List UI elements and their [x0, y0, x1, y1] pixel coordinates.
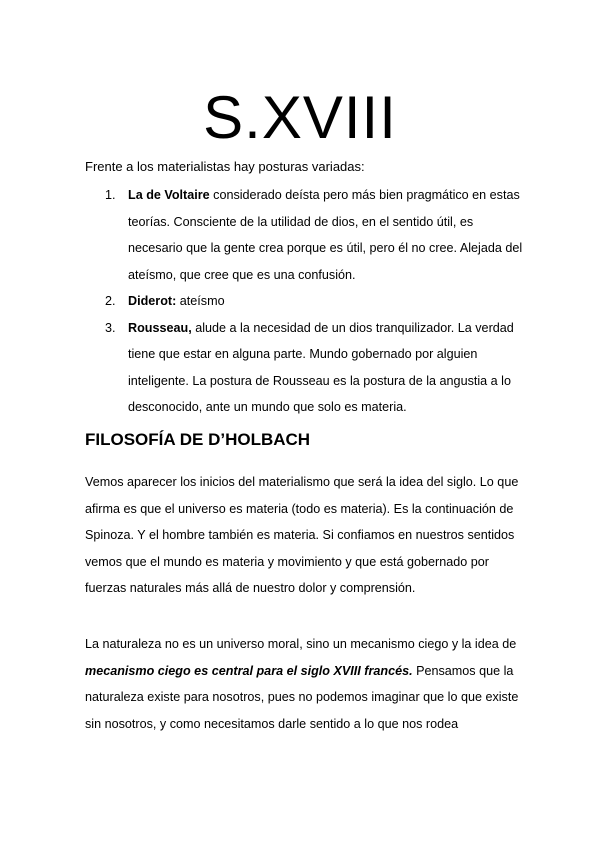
list-item-lead: La de Voltaire — [128, 188, 210, 202]
list-item-text: considerado deísta pero más bien pragmático en estas teorías. Consciente de la utilidad de dios, en el sentido útil, es necesario que la gente crea porque es útil, pero él no cree. Alejada del ateísmo, que cree que es una confusión. — [128, 188, 523, 282]
paragraph-2-emphasis: mecanismo ciego es central para el siglo XVIII francés. — [85, 663, 413, 678]
list-number: 3. — [105, 320, 116, 335]
list-item — [85, 182, 525, 288]
list-item — [85, 288, 525, 315]
page-title: S.XVIII — [203, 84, 397, 151]
section-heading: FILOSOFÍA DE D’HOLBACH — [85, 430, 311, 449]
numbered-list — [85, 182, 525, 421]
list-item-text: alude a la necesidad de un dios tranquilizador. La verdad tiene que estar en alguna parte. Mundo gobernado por alguien inteligente. La postura de Rousseau es la postura de la angustia a lo desconocido, ante un mundo que solo es materia. — [128, 320, 514, 414]
list-item-lead: Diderot: — [128, 294, 177, 308]
paragraph-2 — [85, 631, 525, 737]
intro-text: Frente a los materialistas hay posturas variadas: — [85, 159, 365, 174]
list-number: 2. — [105, 294, 116, 308]
list-item — [85, 315, 525, 421]
list-number: 1. — [105, 188, 116, 202]
paragraph-2-before: La naturaleza no es un universo moral, sino un mecanismo ciego y la idea de — [85, 637, 517, 651]
paragraph-1: Vemos aparecer los inicios del materialismo que será la idea del siglo. Lo que afirma es que el universo es materia (todo es materia). Es la continuación de Spinoza. Y el hombre también es materia. Si confiamos en nuestros sentidos vemos que el mundo es materia y movimiento y que está gobernado por fuerzas naturales más allá de nuestro dolor y comprensión. — [85, 475, 519, 595]
list-item-text: ateísmo — [176, 294, 225, 308]
list-item-lead: Rousseau, — [128, 320, 192, 335]
paragraph-2-after: Pensamos que la naturaleza existe para nosotros, pues no podemos imaginar que lo que existe sin nosotros, y como necesitamos darle sentido a lo que nos rodea — [85, 663, 519, 731]
